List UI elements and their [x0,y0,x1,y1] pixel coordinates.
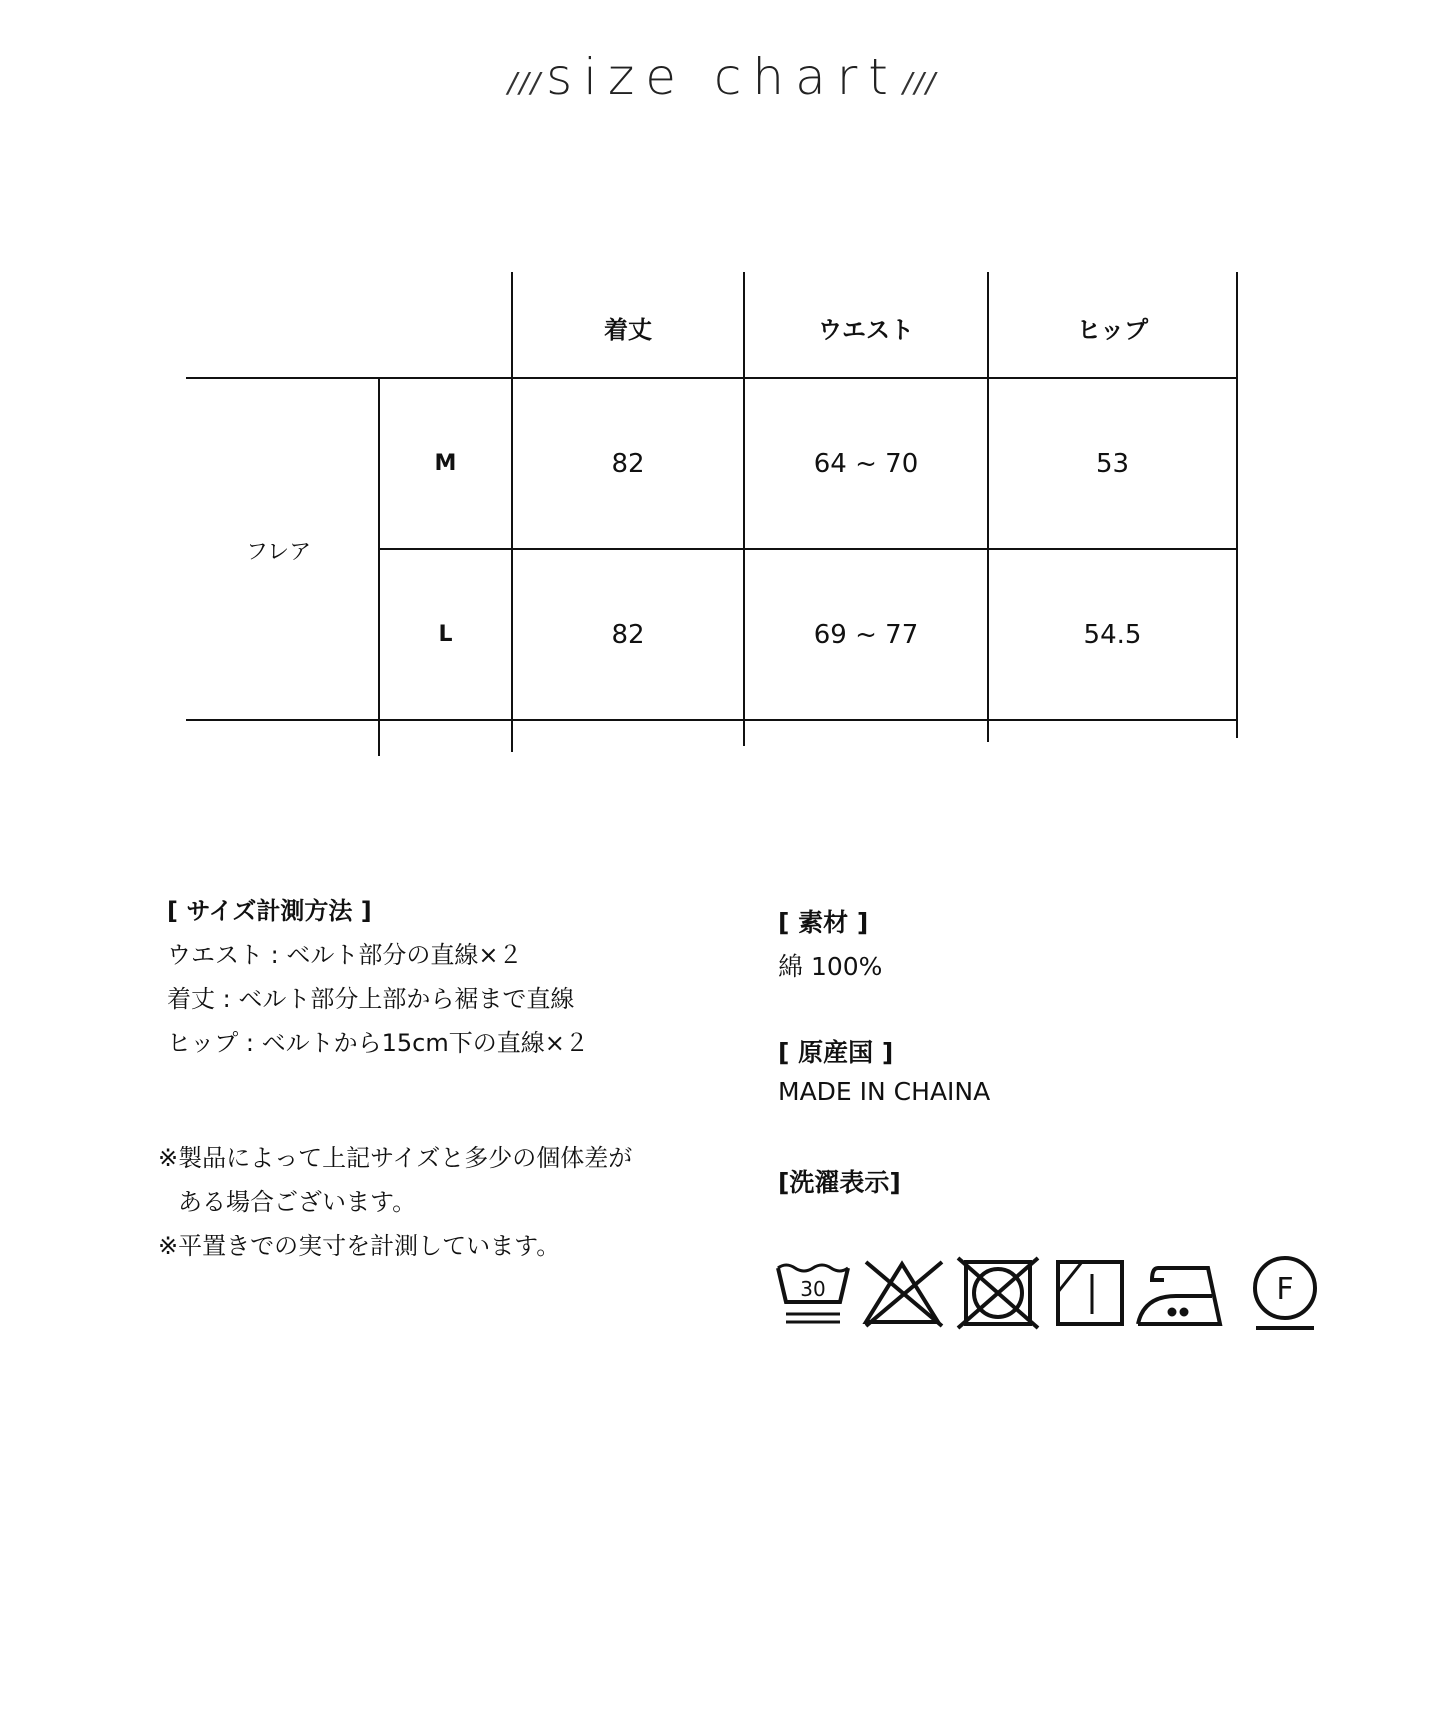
measure-line-hip: ヒップ : ベルトから15cm下の直線×２ [167,1029,589,1057]
l-length-value: 82 [611,620,645,650]
header-waist: ウエスト [818,316,914,344]
m-length-value: 82 [611,449,645,479]
no-bleach-icon [866,1262,942,1326]
m-hip-value: 53 [1095,449,1130,479]
measure-line-length: 着丈 : ベルト部分上部から裾まで直線 [167,985,575,1013]
origin-heading: [ 原産国 ] [778,1038,894,1067]
caution-line-2: ある場合ございます。 [178,1188,417,1216]
title-slash-right: /// [902,66,938,99]
group-label-flare: フレア [246,540,312,565]
l-waist-value: 69 ~ 77 [813,620,919,650]
no-tumble-dry-icon [958,1258,1038,1328]
header-hip: ヒップ [1076,316,1149,344]
size-table-grid [0,0,1445,780]
material-heading: [ 素材 ] [778,908,869,937]
title-text: size chart [546,48,899,106]
measure-line-waist: ウエスト : ベルト部分の直線×２ [167,941,523,969]
size-label-m: M [434,451,457,476]
measure-section [167,889,589,1065]
wash-30-icon [778,1265,848,1322]
wash-temp-text: 30 [800,1277,826,1301]
title-slash-left: /// [507,66,543,99]
caution-line-3: ※平置きでの実寸を計測しています。 [158,1232,561,1260]
measure-heading: [ サイズ計測方法 ] [167,897,372,925]
header-length: 着丈 [604,316,652,344]
l-hip-value: 54.5 [1083,620,1142,650]
caution-section [158,1136,632,1268]
drycleaning-letter: F [1276,1272,1294,1307]
care-symbols [776,1256,1336,1336]
iron-medium-icon [1138,1268,1220,1324]
material-value: 綿 100% [778,952,883,981]
line-dry-shade-icon [1058,1262,1122,1324]
care-heading: [洗濯表示] [778,1168,901,1197]
m-waist-value: 64 ~ 70 [813,449,919,479]
origin-value: MADE IN CHAINA [778,1077,991,1106]
size-label-l: L [438,622,453,647]
caution-line-1: ※製品によって上記サイズと多少の個体差が [158,1144,633,1172]
dry-clean-f-icon [1255,1258,1315,1328]
